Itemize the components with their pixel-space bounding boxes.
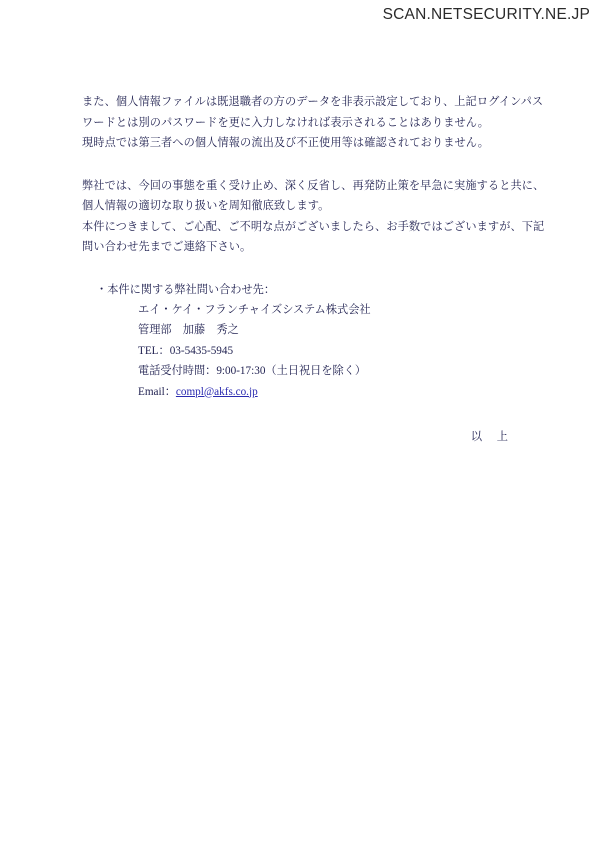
contact-email-label: Email： bbox=[138, 385, 176, 398]
paragraph-1 bbox=[82, 92, 544, 154]
contact-block bbox=[82, 280, 522, 403]
paragraph-line: 弊社では、今回の事態を重く受け止め、深く反省し、再発防止策を早急に実施すると共に、 bbox=[82, 179, 545, 192]
watermark-text: SCAN.NETSECURITY.NE.JP bbox=[382, 6, 590, 23]
paragraph-line: 問い合わせ先までご連絡下さい。 bbox=[82, 241, 252, 253]
contact-telephone: TEL：03-5435-5945 bbox=[138, 344, 234, 357]
paragraph-spacer bbox=[82, 154, 522, 176]
contact-company: エイ・ケイ・フランチャイズシステム株式会社 bbox=[138, 303, 371, 316]
paragraph-line: 現時点では第三者への個人情報の流出及び不正使用等は確認されておりません。 bbox=[82, 137, 490, 149]
paragraph-line: 本件につきまして、ご心配、ご不明な点がございましたら、お手数ではございますが、下記 bbox=[82, 220, 545, 233]
contact-email-link[interactable]: compl@akfs.co.jp bbox=[175, 385, 258, 398]
paragraph-line: 個人情報の適切な取り扱いを周知徹底致します。 bbox=[82, 200, 330, 212]
contact-email-row bbox=[138, 382, 522, 403]
contact-heading: ・本件に関する弊社問い合わせ先： bbox=[96, 283, 276, 296]
closing-text: 以 上 bbox=[470, 431, 514, 443]
contact-hours: 電話受付時間：9:00-17:30（土日祝日を除く） bbox=[138, 365, 367, 377]
paragraph-line: また、個人情報ファイルは既退職者の方のデータを非表示設定しており、上記ログインパス bbox=[82, 96, 544, 108]
document-body bbox=[82, 92, 545, 444]
contact-details bbox=[96, 300, 522, 403]
paragraph-line: ワードとは別のパスワードを更に入力しなければ表示されることはありません。 bbox=[82, 116, 490, 129]
contact-department: 管理部 加藤 秀之 bbox=[138, 324, 239, 336]
paragraph-2 bbox=[82, 176, 545, 258]
